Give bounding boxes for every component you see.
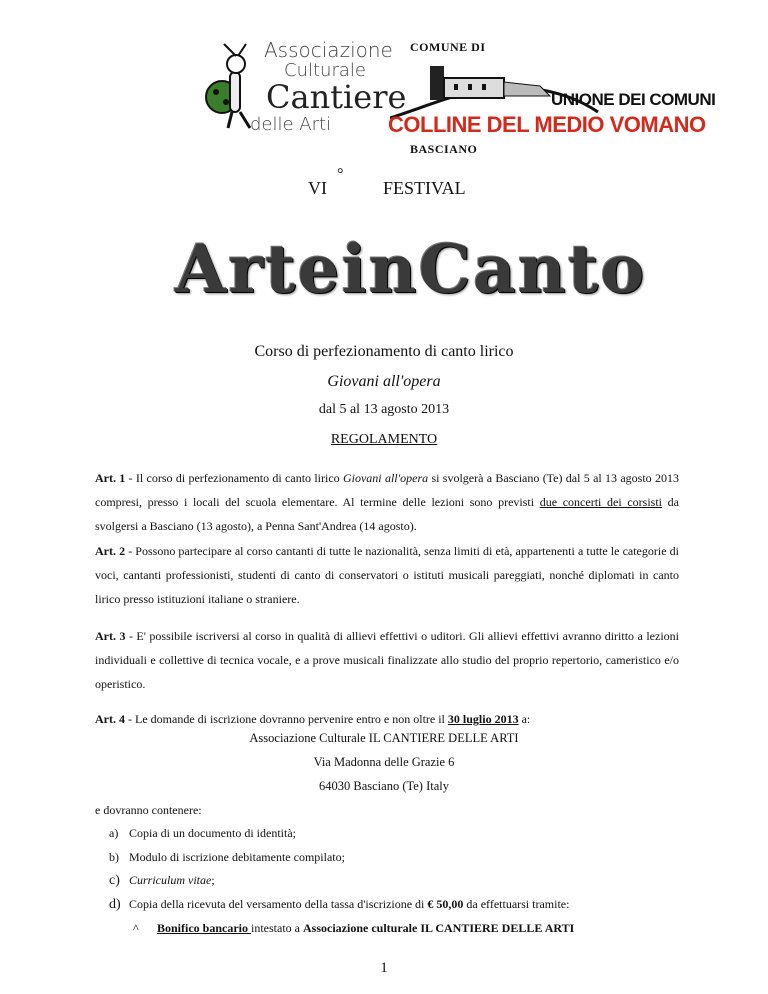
festival-degree: ° — [337, 166, 344, 183]
list-item-a-text: Copia di un documento di identità; — [129, 826, 296, 840]
address-line-3: 64030 Basciano (Te) Italy — [319, 779, 449, 793]
list-item-b-marker: b) — [109, 850, 119, 864]
article-2-text: - Possono partecipare al corso cantanti di tutte le nazionalità, senza limiti di età, appartenenti a tutte le categorie di voci, cantanti professionisti, studenti di canto di conservatori o istituti musicali pareggiati, nonché diplomati in canto lirico presso istituzioni italiane o straniere. — [95, 544, 679, 606]
article-1-label: Art. 1 — [95, 471, 126, 485]
article-3 — [95, 624, 679, 696]
list-item-c-text: Curriculum vitae — [129, 873, 212, 887]
article-1-course-name: Giovani all'opera — [342, 471, 429, 485]
list-item-b — [109, 850, 345, 865]
address-line-1: Associazione Culturale IL CANTIERE DELLE ARTI — [249, 731, 519, 745]
article-1-text-b: si svolgerà a Basciano (Te) dal 5 al 13 agosto 2013 compresi, presso i locali del scuola elementare. Al termine delle lezioni sono previsti — [95, 471, 679, 509]
course-heading: Corso di perfezionamento di canto lirico — [254, 343, 514, 360]
bank-transfer-bullet — [133, 921, 574, 936]
contain-label: e dovranno contenere: — [95, 803, 202, 817]
list-item-d-text-b: da effettuarsi tramite: — [463, 897, 570, 911]
article-1-concerts: due concerti dei corsisti — [539, 495, 663, 509]
list-item-c-tail: ; — [211, 873, 215, 887]
comune-logo — [388, 38, 728, 158]
colline-label: COLLINE DEL MEDIO VOMANO — [388, 112, 706, 137]
article-1-text-a: - Il corso di perfezionamento di canto lirico — [125, 471, 343, 485]
assoc-line-1: Associazione — [264, 38, 393, 62]
assoc-line-2: Culturale — [284, 60, 366, 81]
regolamento-heading: REGOLAMENTO — [330, 432, 438, 447]
assoc-line-3: Cantiere — [266, 78, 407, 116]
list-item-c-marker: c) — [109, 873, 120, 888]
list-item-a — [109, 826, 296, 841]
article-3-text: - E' possibile iscriversi al corso in qualità di allievi effettivi o uditori. Gli allievi effettivi avranno diritto a lezioni individuali e collettive di tecnica vocale, e a prove musicali finalizzate allo studio del proprio repertorio, cameristico e/o operistico. — [95, 629, 679, 691]
list-item-b-text: Modulo di iscrizione debitamente compilato; — [129, 850, 345, 864]
article-4-label: Art. 4 — [95, 712, 125, 726]
association-logo — [200, 38, 407, 138]
list-item-d-marker: d) — [109, 897, 121, 912]
bank-transfer-recipient: Associazione culturale IL CANTIERE DELLE ARTI — [303, 921, 575, 935]
festival-title — [175, 230, 647, 308]
article-4-deadline: 30 luglio 2013 — [447, 712, 519, 726]
article-1 — [95, 466, 679, 538]
bank-transfer-text: intestato a — [251, 921, 303, 935]
list-item-d — [109, 897, 569, 913]
festival-label: FESTIVAL — [383, 178, 466, 198]
list-item-d-text-a: Copia della ricevuta del versamento della tassa d'iscrizione di — [129, 897, 428, 911]
address-line-2: Via Madonna delle Grazie 6 — [313, 755, 455, 769]
list-item-a-marker: a) — [109, 826, 119, 840]
course-dates: dal 5 al 13 agosto 2013 — [318, 402, 450, 417]
comune-di-label: COMUNE DI — [410, 40, 486, 54]
article-2 — [95, 539, 679, 611]
article-2-label: Art. 2 — [95, 544, 126, 558]
article-3-label: Art. 3 — [95, 629, 126, 643]
bullet-marker: ^ — [133, 921, 139, 935]
unione-label: UNIONE DEI COMUNI — [551, 90, 716, 109]
basciano-label: BASCIANO — [410, 142, 478, 156]
course-subtitle: Giovani all'opera — [327, 373, 441, 390]
festival-title-text: ArteinCanto — [175, 230, 647, 308]
festival-edition: VI — [308, 178, 327, 198]
assoc-line-4: delle Arti — [250, 114, 332, 135]
article-4 — [95, 707, 679, 731]
list-item-d-amount: € 50,00 — [427, 897, 464, 911]
bank-transfer-label: Bonifico bancario — [157, 921, 252, 935]
list-item-c — [109, 873, 215, 889]
page-number: 1 — [380, 960, 388, 976]
article-4-text-a: - Le domande di iscrizione dovranno pervenire entro e non oltre il — [125, 712, 448, 726]
article-1-text-c: da svolgersi a Basciano (13 agosto), a Penna Sant'Andrea (14 agosto). — [95, 495, 679, 533]
article-4-text-b: a: — [518, 712, 531, 726]
